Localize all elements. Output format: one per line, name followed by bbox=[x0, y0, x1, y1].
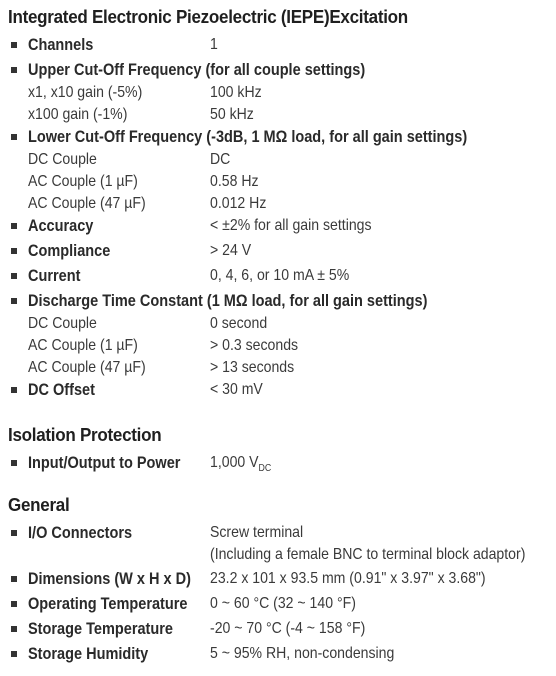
bullet-icon bbox=[11, 134, 17, 140]
spec-label: Lower Cut-Off Frequency (-3dB, 1 MΩ load, for all gain settings) bbox=[28, 128, 468, 146]
isolation-rows bbox=[8, 452, 553, 477]
spec-value: 0 ~ 60 °C (32 ~ 140 °F) bbox=[210, 595, 356, 612]
spec-sublabel: x100 gain (-1%) bbox=[28, 106, 128, 123]
spec-label: Storage Temperature bbox=[28, 620, 173, 638]
spec-sublabel: AC Couple (1 µF) bbox=[28, 337, 138, 354]
bullet-icon bbox=[11, 651, 17, 657]
spec-row-upper-cutoff bbox=[8, 59, 553, 82]
iepe-section bbox=[8, 5, 553, 404]
spec-subrow bbox=[8, 82, 553, 104]
spec-row-lower-cutoff bbox=[8, 126, 553, 149]
bullet-icon bbox=[11, 298, 17, 304]
spec-subrow bbox=[8, 104, 553, 126]
spec-value: > 24 V bbox=[210, 242, 252, 259]
spec-row-dc-offset bbox=[8, 379, 553, 404]
spec-subvalue: 50 kHz bbox=[210, 106, 254, 123]
spec-label: Current bbox=[28, 267, 81, 285]
bullet-icon bbox=[11, 460, 17, 466]
spec-row-io-connectors bbox=[8, 522, 553, 568]
spec-subvalue: 0 second bbox=[210, 315, 268, 332]
spec-sublabel: DC Couple bbox=[28, 151, 97, 168]
spec-subvalue: 0.012 Hz bbox=[210, 195, 267, 212]
spec-value: Screw terminal bbox=[210, 524, 304, 541]
spec-subrow bbox=[8, 193, 553, 215]
spec-row-accuracy bbox=[8, 215, 553, 240]
spec-value: 5 ~ 95% RH, non-condensing bbox=[210, 645, 395, 662]
spec-value: 1 bbox=[210, 36, 218, 53]
spec-label: DC Offset bbox=[28, 381, 95, 399]
spec-value: < ±2% for all gain settings bbox=[210, 217, 372, 234]
general-rows bbox=[8, 522, 553, 668]
spec-sublabel: AC Couple (47 µF) bbox=[28, 195, 146, 212]
isolation-section-title: Isolation Protection bbox=[8, 424, 162, 445]
spec-value-main: 1,000 V bbox=[210, 454, 259, 471]
spec-value: 23.2 x 101 x 93.5 mm (0.91" x 3.97" x 3.68") bbox=[210, 570, 486, 587]
spec-subvalue: DC bbox=[210, 151, 231, 168]
spec-subrow bbox=[8, 335, 553, 357]
bullet-icon bbox=[11, 273, 17, 279]
spec-label: Channels bbox=[28, 36, 94, 54]
spec-value: 0, 4, 6, or 10 mA ± 5% bbox=[210, 267, 350, 284]
spec-row-dimensions bbox=[8, 568, 553, 593]
spec-row-storage-humidity bbox=[8, 643, 553, 668]
bullet-icon bbox=[11, 223, 17, 229]
spec-subrow bbox=[8, 149, 553, 171]
spec-label: Storage Humidity bbox=[28, 645, 149, 663]
spec-value: -20 ~ 70 °C (-4 ~ 158 °F) bbox=[210, 620, 366, 637]
spec-value: < 30 mV bbox=[210, 381, 263, 398]
spec-sublabel: x1, x10 gain (-5%) bbox=[28, 84, 143, 101]
bullet-icon bbox=[11, 530, 17, 536]
bullet-icon bbox=[11, 67, 17, 73]
spec-row-io-power bbox=[8, 452, 553, 477]
spec-subrow bbox=[8, 357, 553, 379]
spec-row-op-temp bbox=[8, 593, 553, 618]
spec-row-storage-temp bbox=[8, 618, 553, 643]
spec-subvalue: > 0.3 seconds bbox=[210, 337, 299, 354]
spec-sublabel: AC Couple (47 µF) bbox=[28, 359, 146, 376]
spec-row-channels bbox=[8, 34, 553, 59]
iepe-rows bbox=[8, 34, 553, 404]
spec-label: Discharge Time Constant (1 MΩ load, for all gain settings) bbox=[28, 292, 428, 310]
spec-subvalue: > 13 seconds bbox=[210, 359, 295, 376]
spec-label: Upper Cut-Off Frequency (for all couple settings) bbox=[28, 61, 366, 79]
spec-label: I/O Connectors bbox=[28, 524, 133, 542]
spec-subvalue: 100 kHz bbox=[210, 84, 262, 101]
bullet-icon bbox=[11, 248, 17, 254]
spec-row-current bbox=[8, 265, 553, 290]
spec-value-line2: (Including a female BNC to terminal block adaptor) bbox=[210, 546, 526, 563]
spec-sublabel: DC Couple bbox=[28, 315, 97, 332]
isolation-section bbox=[8, 423, 553, 477]
spec-subvalue: 0.58 Hz bbox=[210, 173, 259, 190]
spec-value bbox=[210, 452, 271, 480]
spec-sublabel: AC Couple (1 µF) bbox=[28, 173, 138, 190]
bullet-icon bbox=[11, 387, 17, 393]
spec-subrow bbox=[8, 171, 553, 193]
bullet-icon bbox=[11, 42, 17, 48]
spec-label: Input/Output to Power bbox=[28, 454, 181, 472]
bullet-icon bbox=[11, 626, 17, 632]
spec-label: Compliance bbox=[28, 242, 111, 260]
general-section-title: General bbox=[8, 494, 70, 515]
spec-label: Operating Temperature bbox=[28, 595, 188, 613]
spec-subrow bbox=[8, 313, 553, 335]
bullet-icon bbox=[11, 576, 17, 582]
spec-label: Dimensions (W x H x D) bbox=[28, 570, 191, 588]
general-section bbox=[8, 493, 553, 668]
spec-label: Accuracy bbox=[28, 217, 94, 235]
spec-row-discharge bbox=[8, 290, 553, 313]
bullet-icon bbox=[11, 601, 17, 607]
unit-subscript: DC bbox=[258, 463, 272, 475]
spec-row-compliance bbox=[8, 240, 553, 265]
iepe-section-title: Integrated Electronic Piezoelectric (IEPE)Excitation bbox=[8, 6, 408, 27]
